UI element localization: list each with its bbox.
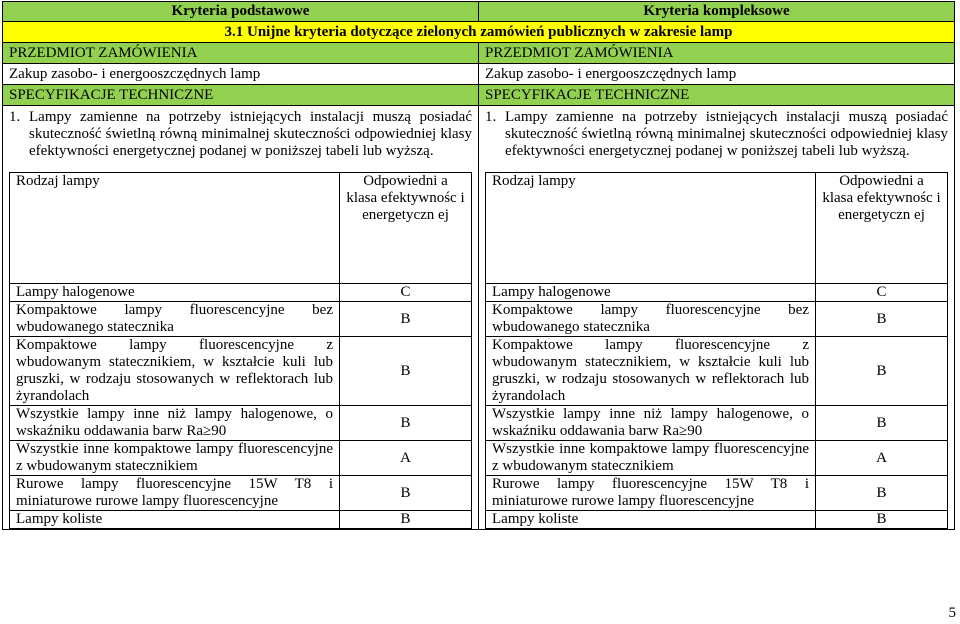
efficiency-class-cell: B	[816, 302, 948, 337]
criteria-table	[2, 1, 955, 530]
efficiency-class-table	[485, 172, 948, 529]
comprehensive-criteria-content	[479, 106, 955, 530]
efficiency-table-header	[486, 173, 948, 284]
table-row	[10, 337, 472, 406]
lamp-type-cell: Lampy halogenowe	[10, 284, 340, 302]
efficiency-class-cell: B	[340, 337, 472, 406]
requirement-text: Lampy zamienne na potrzeby istniejących instalacji muszą posiadać skuteczność świetlną równą minimalnej skuteczności odpowiedniej klasy efektywności energetycznej podanej w poniższej tabeli lub wyższą.	[29, 109, 472, 159]
efficiency-class-cell: B	[340, 511, 472, 529]
table-row	[10, 284, 472, 302]
table-row	[486, 441, 948, 476]
subject-value-row	[3, 64, 955, 85]
lamp-type-cell: Rurowe lampy fluorescencyjne 15W T8 i miniaturowe rurowe lampy fluorescencyjne	[486, 476, 816, 511]
lamp-type-cell: Wszystkie lampy inne niż lampy halogenowe, o wskaźniku oddawania barw Ra≥90	[10, 406, 340, 441]
lamp-type-cell: Wszystkie inne kompaktowe lampy fluorescencyjne z wbudowanym statecznikiem	[10, 441, 340, 476]
lamp-type-cell: Kompaktowe lampy fluorescencyjne z wbudowanym statecznikiem, w kształcie kuli lub gruszki, w rodzaju stosowanych w reflektorach lub żyrandolach	[10, 337, 340, 406]
basic-criteria-heading: Kryteria podstawowe	[3, 2, 479, 22]
subject-label-right: PRZEDMIOT ZAMÓWIENIA	[479, 43, 955, 64]
table-row	[10, 476, 472, 511]
lamp-type-cell: Lampy halogenowe	[486, 284, 816, 302]
efficiency-class-cell: C	[340, 284, 472, 302]
requirement-number: 1.	[485, 109, 497, 125]
comprehensive-criteria-heading: Kryteria kompleksowe	[479, 2, 955, 22]
efficiency-class-cell: B	[340, 302, 472, 337]
basic-criteria-content	[3, 106, 479, 530]
efficiency-class-cell: B	[340, 476, 472, 511]
efficiency-table-header	[10, 173, 472, 284]
table-row	[486, 511, 948, 529]
header-row	[3, 2, 955, 22]
subject-label-row	[3, 43, 955, 64]
table-row	[10, 406, 472, 441]
content-row	[3, 106, 955, 530]
lamp-type-header: Rodzaj lampy	[10, 173, 340, 284]
lamp-type-cell: Kompaktowe lampy fluorescencyjne bez wbudowanego statecznika	[10, 302, 340, 337]
table-row	[486, 284, 948, 302]
subject-value-right: Zakup zasobo- i energooszczędnych lamp	[479, 64, 955, 85]
spec-label-left: SPECYFIKACJE TECHNICZNE	[3, 85, 479, 106]
efficiency-class-cell: B	[816, 337, 948, 406]
table-row	[486, 302, 948, 337]
requirement-text: Lampy zamienne na potrzeby istniejących instalacji muszą posiadać skuteczność świetlną równą minimalnej skuteczności odpowiedniej klasy efektywności energetycznej podanej w poniższej tabeli lub wyższą.	[505, 109, 948, 159]
lamp-type-cell: Lampy koliste	[486, 511, 816, 529]
table-row	[10, 441, 472, 476]
subject-value-left: Zakup zasobo- i energooszczędnych lamp	[3, 64, 479, 85]
lamp-type-cell: Wszystkie lampy inne niż lampy halogenowe, o wskaźniku oddawania barw Ra≥90	[486, 406, 816, 441]
subject-label-left: PRZEDMIOT ZAMÓWIENIA	[3, 43, 479, 64]
efficiency-class-cell: B	[816, 511, 948, 529]
section-title-row	[3, 22, 955, 43]
table-row	[10, 302, 472, 337]
lamp-type-cell: Kompaktowe lampy fluorescencyjne bez wbudowanego statecznika	[486, 302, 816, 337]
efficiency-class-header: Odpowiedni a klasa efektywnośc i energetyczn ej	[816, 173, 948, 284]
page-number: 5	[948, 605, 956, 621]
lamp-type-header: Rodzaj lampy	[486, 173, 816, 284]
table-row	[486, 476, 948, 511]
section-title: 3.1 Unijne kryteria dotyczące zielonych zamówień publicznych w zakresie lamp	[3, 22, 955, 43]
lamp-type-cell: Wszystkie inne kompaktowe lampy fluorescencyjne z wbudowanym statecznikiem	[486, 441, 816, 476]
efficiency-class-cell: A	[340, 441, 472, 476]
spec-label-right: SPECYFIKACJE TECHNICZNE	[479, 85, 955, 106]
efficiency-class-cell: A	[816, 441, 948, 476]
efficiency-class-cell: B	[816, 476, 948, 511]
efficiency-class-table	[9, 172, 472, 529]
efficiency-class-cell: C	[816, 284, 948, 302]
table-row	[486, 406, 948, 441]
efficiency-class-cell: B	[340, 406, 472, 441]
lamp-type-cell: Rurowe lampy fluorescencyjne 15W T8 i miniaturowe rurowe lampy fluorescencyjne	[10, 476, 340, 511]
lamp-type-cell: Lampy koliste	[10, 511, 340, 529]
efficiency-class-header: Odpowiedni a klasa efektywnośc i energetyczn ej	[340, 173, 472, 284]
efficiency-class-cell: B	[816, 406, 948, 441]
requirement-paragraph	[485, 109, 948, 160]
requirement-paragraph	[9, 109, 472, 160]
spec-label-row	[3, 85, 955, 106]
requirement-number: 1.	[9, 109, 21, 125]
table-row	[486, 337, 948, 406]
lamp-type-cell: Kompaktowe lampy fluorescencyjne z wbudowanym statecznikiem, w kształcie kuli lub gruszki, w rodzaju stosowanych w reflektorach lub żyrandolach	[486, 337, 816, 406]
table-row	[10, 511, 472, 529]
